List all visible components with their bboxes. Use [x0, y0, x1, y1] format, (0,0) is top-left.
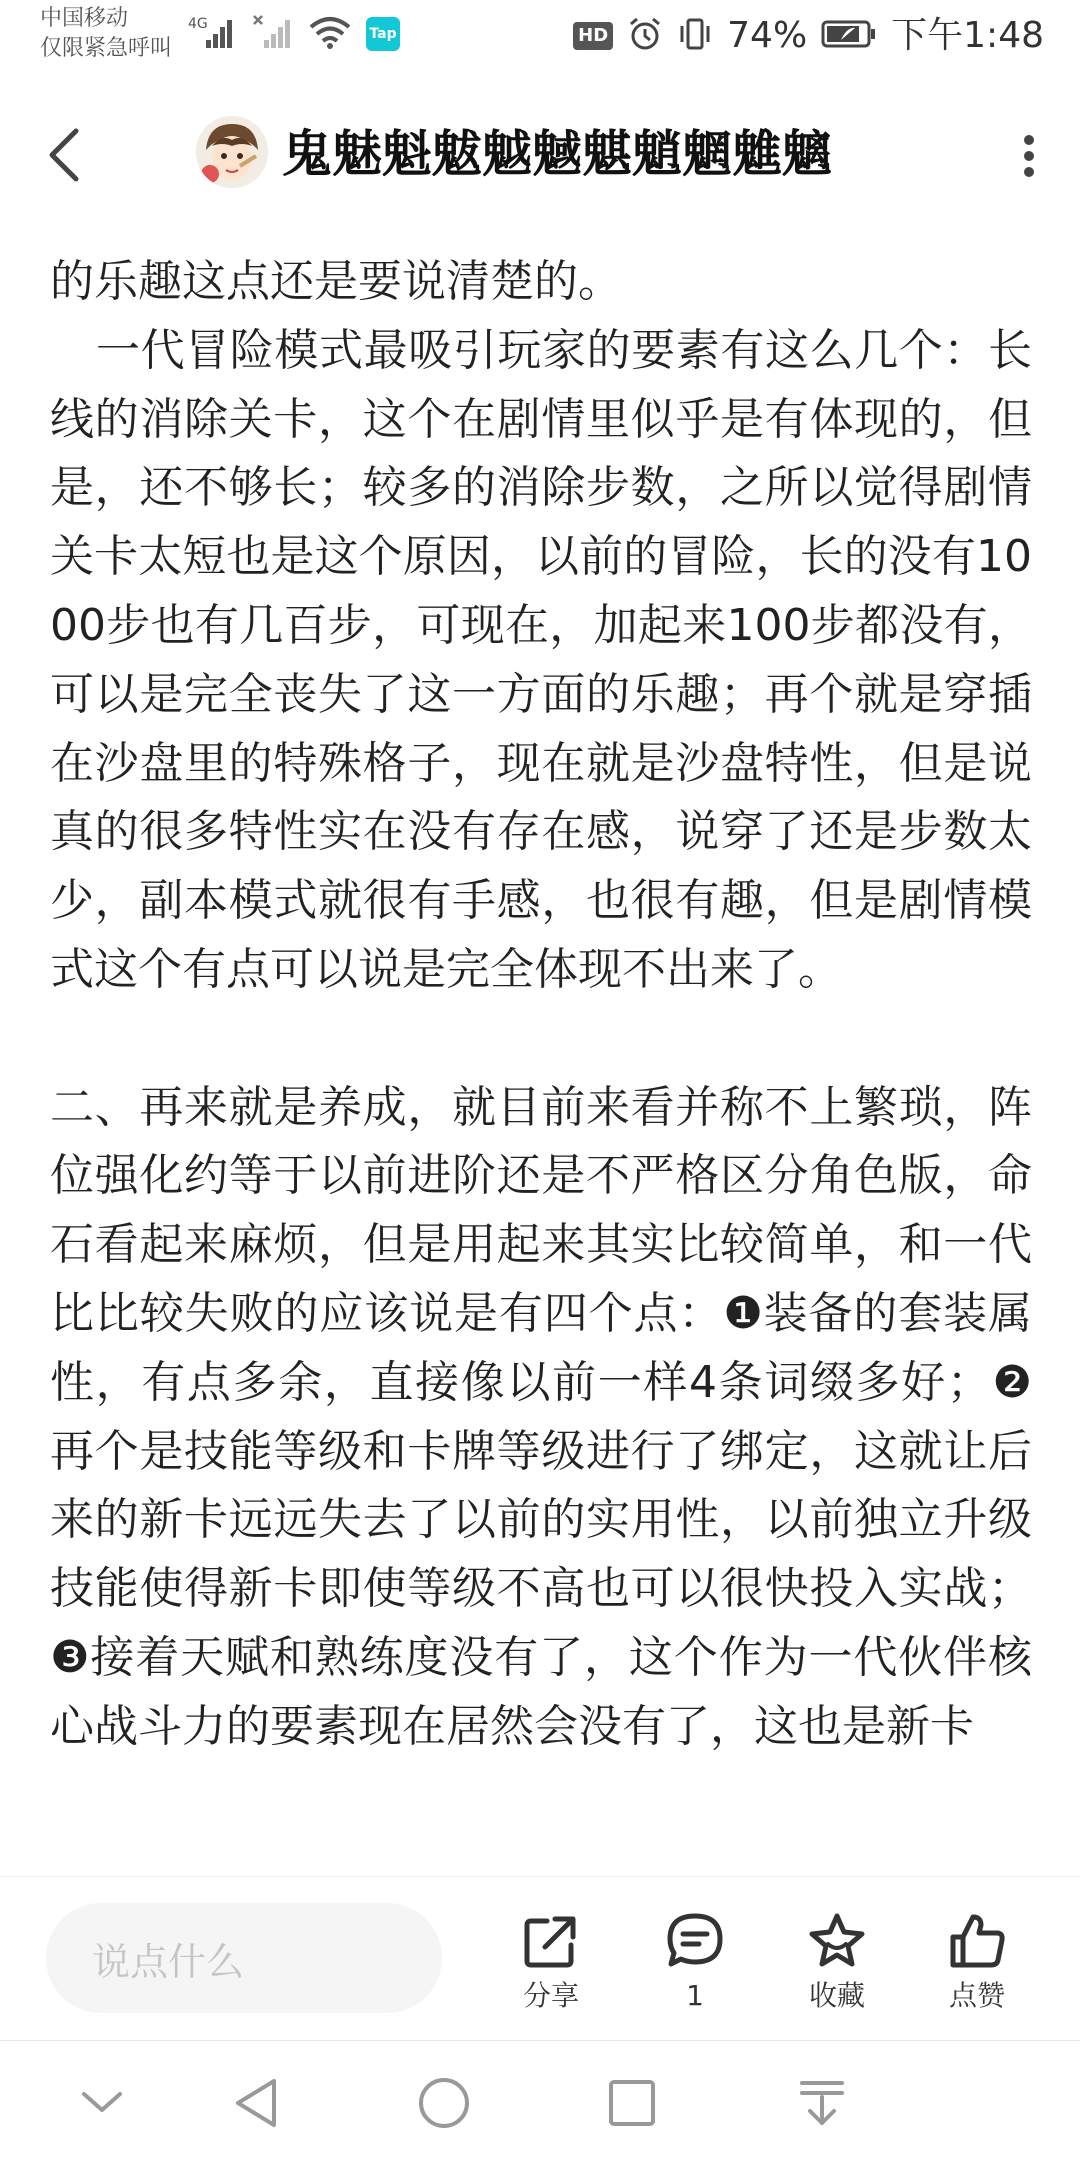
nav-back-button[interactable] [224, 2071, 288, 2135]
share-button[interactable] [496, 1911, 606, 2013]
nav-home-button[interactable] [412, 2071, 476, 2135]
like-button[interactable] [922, 1911, 1032, 2013]
collapse-button[interactable] [70, 2071, 134, 2135]
favorite-button[interactable] [782, 1911, 892, 2013]
more-options-button[interactable] [1004, 124, 1054, 188]
favorite-icon [807, 1911, 867, 1971]
favorite-label: 收藏 [808, 1979, 865, 2012]
taptap-app-icon: Tap [366, 17, 400, 51]
author-avatar[interactable] [196, 116, 268, 188]
wifi-icon [308, 14, 352, 54]
system-navigation-bar [0, 2040, 1080, 2161]
recents-square-icon [606, 2077, 658, 2129]
svg-text:4G: 4G [188, 16, 208, 32]
comment-placeholder: 说点什么 [92, 1939, 245, 1984]
back-arrow-icon [44, 127, 84, 183]
notification-pull-icon [798, 2077, 846, 2129]
collapse-icon [80, 2088, 124, 2118]
status-bar [0, 0, 1080, 72]
bottom-action-bar [0, 1876, 1080, 2041]
comment-input[interactable] [46, 1903, 442, 2013]
clock-time: 下午1:48 [891, 15, 1044, 56]
home-circle-icon [416, 2075, 472, 2131]
comment-count: 1 [686, 1979, 704, 2012]
share-label: 分享 [522, 1979, 579, 2012]
share-icon [521, 1911, 581, 1971]
back-button[interactable] [34, 120, 94, 190]
status-right-icons [573, 10, 1044, 62]
carrier-name: 中国移动 [40, 6, 129, 31]
vibrate-icon [677, 16, 713, 56]
alarm-icon [627, 16, 663, 56]
post-header [0, 80, 1080, 230]
battery-percent: 74% [727, 15, 808, 56]
hd-badge: HD [573, 22, 613, 50]
paragraph-2: 一代冒险模式最吸引玩家的要素有这么几个：长线的消除关卡，这个在剧情里似乎是有体现的，但是，还不够长；较多的消除步数，之所以觉得剧情关卡太短也是这个原因，以前的冒险，长的没有1000步也有几百步，可现在，加起来100步都没有，可以是完全丧失了这一方面的乐趣；再个就是穿插在沙盘里的特殊格子，现在就是沙盘特性，但是说真的很多特性实在没有存在感，说穿了还是步数太少，副本模式就很有手感，也很有趣，但是剧情模式这个有点可以说是完全体现不出来了。 [50, 324, 1032, 995]
carrier-info [40, 4, 172, 64]
carrier-status: 仅限紧急呼叫 [40, 36, 173, 61]
post-content [50, 248, 1032, 1876]
avatar-image [196, 116, 268, 188]
comment-button[interactable] [640, 1911, 750, 2013]
battery-icon [821, 19, 877, 53]
like-label: 点赞 [948, 1979, 1005, 2012]
comment-icon [665, 1911, 725, 1971]
like-icon [947, 1911, 1007, 1971]
paragraph-1: 的乐趣这点还是要说清楚的。 [50, 256, 622, 307]
paragraph-3: 二、再来就是养成，就目前来看并称不上繁琐，阵位强化约等于以前进阶还是不严格区分角色版，命石看起来麻烦，但是用起来其实比较简单，和一代比比较失败的应该说是有四个点：❶装备的套装属性，有点多余，直接像以前一样4条词缀多好；❷再个是技能等级和卡牌等级进行了绑定，这就让后来的新卡远远失去了以前的实用性，以前独立升级技能使得新卡即使等级不高也可以很快投入实战；❸接着天赋和熟练度没有了，这个作为一代伙伴核心战斗力的要素现在居然会没有了，这也是新卡 [50, 1081, 1032, 1752]
more-vertical-icon [1022, 133, 1036, 179]
paragraph-gap [50, 1005, 1032, 1074]
nav-recents-button[interactable] [600, 2071, 664, 2135]
signal-icon [188, 14, 238, 54]
no-signal-icon [252, 14, 294, 54]
author-name[interactable]: 鬼魅魁魃魆魊魌魈魍魋魑 [282, 125, 832, 183]
back-triangle-icon [230, 2075, 282, 2131]
status-left-icons [188, 14, 400, 54]
notification-pull-button[interactable] [790, 2071, 854, 2135]
